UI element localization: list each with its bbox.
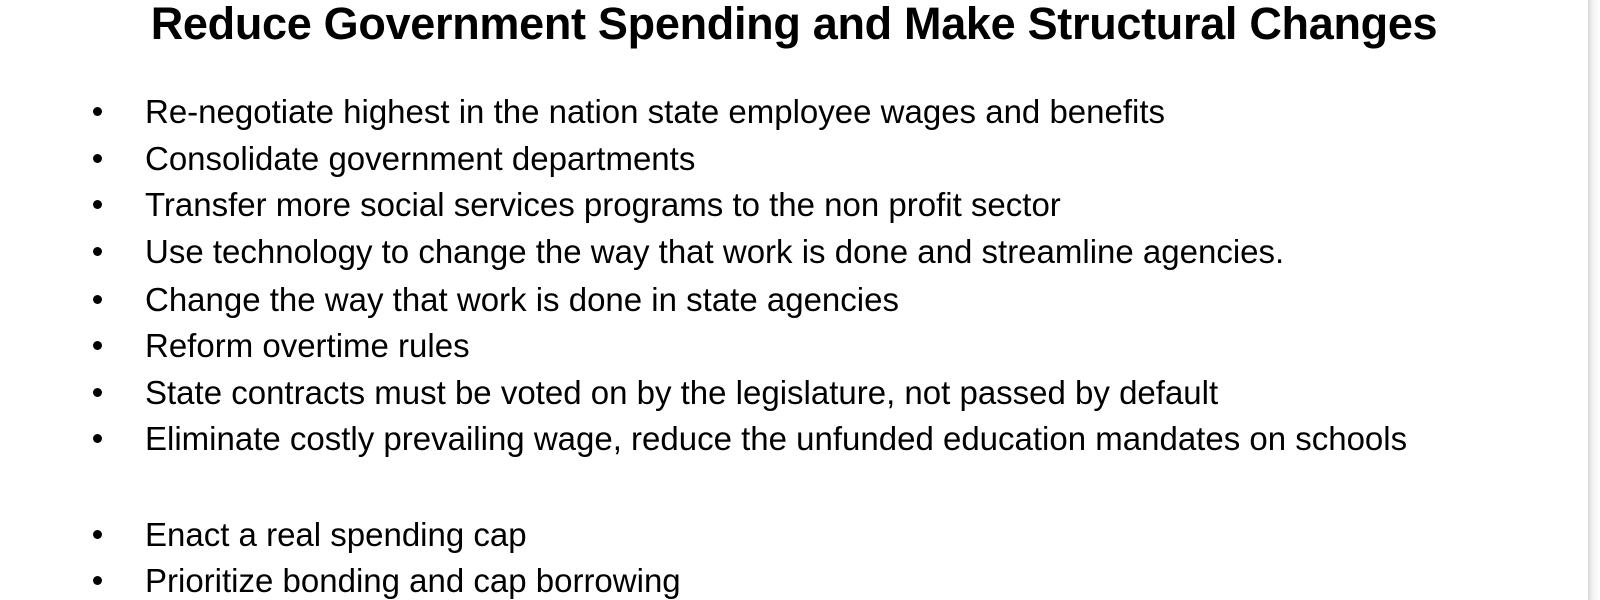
bullet-text: Re-negotiate highest in the nation state employee wages and benefits — [145, 93, 1166, 130]
bullet-text: Eliminate costly prevailing wage, reduce the unfunded education mandates on schools — [145, 420, 1408, 457]
bullet-text: Prioritize bonding and cap borrowing — [145, 562, 681, 599]
bullet-text: State contracts must be voted on by the legislature, not passed by default — [145, 374, 1219, 411]
bullet-point-icon — [93, 434, 102, 443]
bullet-point-icon — [93, 154, 102, 163]
bullet-point-icon — [93, 388, 102, 397]
bullet-point-icon — [93, 200, 102, 209]
bullet-text: Transfer more social services programs to the non profit sector — [145, 186, 1061, 223]
bullet-text: Use technology to change the way that work is done and streamline agencies. — [145, 233, 1285, 270]
bullet-point-icon — [93, 247, 102, 256]
bullet-point-icon — [93, 530, 102, 539]
bullet-point-icon — [93, 107, 102, 116]
bullet-text: Enact a real spending cap — [145, 516, 527, 553]
bullet-text: Change the way that work is done in state agencies — [145, 281, 899, 318]
bullet-point-icon — [93, 341, 102, 350]
bullet-point-icon — [93, 576, 102, 585]
bullet-text: Consolidate government departments — [145, 140, 696, 177]
slide-title: Reduce Government Spending and Make Structural Changes — [150, 0, 1438, 49]
bullet-text: Reform overtime rules — [145, 327, 470, 364]
bullet-point-icon — [93, 295, 102, 304]
page-edge — [1588, 0, 1600, 600]
